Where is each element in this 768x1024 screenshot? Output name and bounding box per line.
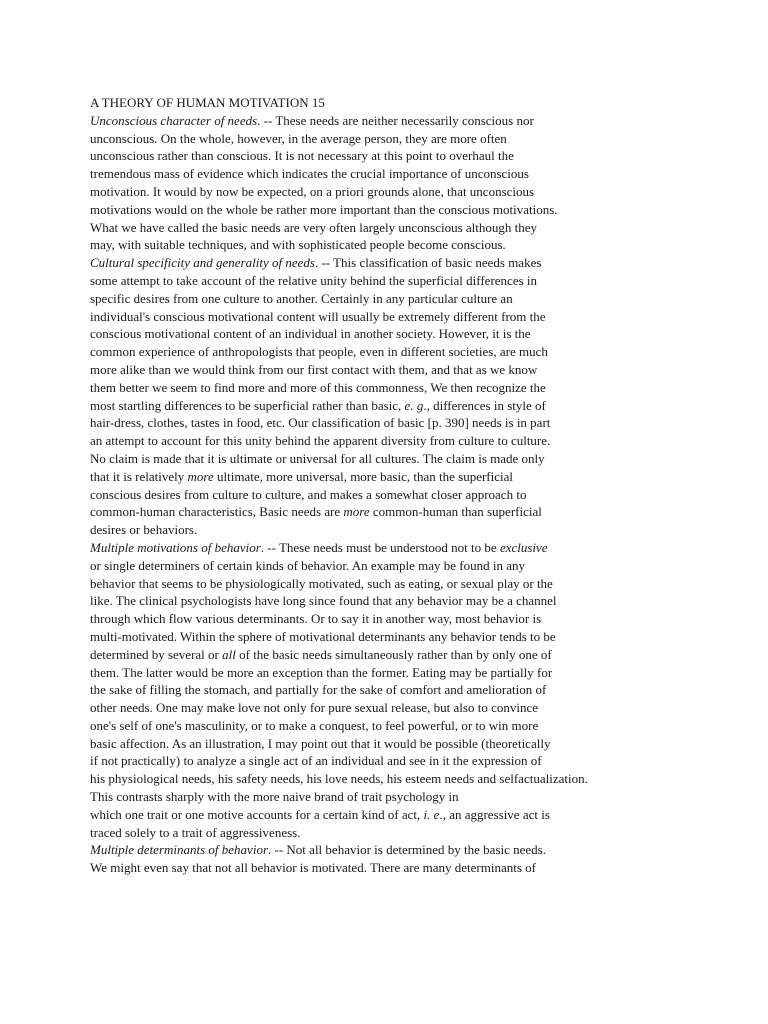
text-segment: of the basic needs simultaneously rather than by only one of: [235, 646, 552, 662]
text-segment: conscious motivational content of an individual in another society. However, it is the: [90, 326, 531, 342]
text-segment: ., differences in style of: [423, 397, 546, 413]
text-line: [90, 592, 750, 610]
text-segment: i. e: [423, 806, 440, 822]
text-line: [90, 646, 750, 664]
text-segment: more alike than we would think from our first contact with them, and that as we know: [90, 361, 538, 377]
text-segment: tremendous mass of evidence which indicates the crucial importance of unconscious: [90, 166, 529, 182]
text-segment: We might even say that not all behavior is motivated. There are many determinants of: [90, 860, 536, 876]
text-segment: desires or behaviors.: [90, 522, 198, 538]
text-segment: multi-motivated. Within the sphere of motivational determinants any behavior tends to be: [90, 628, 556, 644]
text-segment: all: [222, 646, 236, 662]
text-segment: or single determiners of certain kinds of behavior. An example may be found in any: [90, 557, 526, 573]
text-line: [90, 664, 750, 682]
text-segment: . -- These needs are neither necessarily conscious nor: [257, 112, 534, 128]
text-segment: hair-dress, clothes, tastes in food, etc. Our classification of basic [p. 390] needs is in part: [90, 415, 551, 431]
text-segment: exclusive: [499, 539, 548, 555]
text-segment: motivations would on the whole be rather more important than the conscious motivations.: [90, 201, 558, 217]
text-line: [90, 557, 750, 575]
text-segment: one's self of one's masculinity, or to make a conquest, to feel powerful, or to win more: [90, 717, 539, 733]
text-segment: motivation. It would by now be expected, on a priori grounds alone, that unconscious: [90, 183, 535, 199]
text-segment: basic affection. As an illustration, I may point out that it would be possible (theoretically: [90, 735, 551, 751]
document-body: [90, 94, 750, 877]
section-heading: Unconscious character of needs: [90, 112, 258, 128]
text-segment: unconscious. On the whole, however, in the average person, they are more often: [90, 130, 507, 146]
text-line: [90, 290, 750, 308]
text-segment: common experience of anthropologists that people, even in different societies, are much: [90, 344, 548, 360]
text-segment: which one trait or one motive accounts for a certain kind of act,: [90, 806, 424, 822]
text-segment: more: [343, 504, 370, 520]
text-segment: traced solely to a trait of aggressiveness.: [90, 824, 301, 840]
text-line: [90, 254, 750, 272]
text-segment: most startling differences to be superficial rather than basic,: [90, 397, 405, 413]
text-segment: an attempt to account for this unity behind the apparent diversity from culture to culture.: [90, 433, 551, 449]
text-line: [90, 735, 750, 753]
text-line: [90, 575, 750, 593]
text-line: [90, 770, 750, 788]
text-segment: ., an aggressive act is: [439, 806, 550, 822]
text-line: [90, 539, 750, 557]
text-line: [90, 397, 750, 415]
text-line: [90, 503, 750, 521]
text-segment: . -- These needs must be understood not to be: [260, 539, 500, 555]
text-segment: conscious desires from culture to culture, and makes a somewhat closer approach to: [90, 486, 527, 502]
text-segment: through which flow various determinants. Or to say it in another way, most behavior is: [90, 611, 542, 627]
text-line: [90, 432, 750, 450]
text-line: [90, 824, 750, 842]
text-segment: specific desires from one culture to another. Certainly in any particular culture an: [90, 290, 513, 306]
text-segment: common-human than superficial: [369, 504, 542, 520]
text-line: [90, 379, 750, 397]
section-heading: Multiple determinants of behavior: [90, 842, 269, 858]
text-line: [90, 788, 750, 806]
section-heading: Multiple motivations of behavior: [90, 539, 261, 555]
text-line: [90, 361, 750, 379]
text-segment: his physiological needs, his safety needs, his love needs, his esteem needs and selfactualization.: [90, 771, 588, 787]
text-line: [90, 752, 750, 770]
text-segment: more: [187, 468, 214, 484]
text-line: [90, 183, 750, 201]
text-segment: . -- Not all behavior is determined by the basic needs.: [268, 842, 546, 858]
text-segment: common-human characteristics, Basic needs are: [90, 504, 344, 520]
text-line: [90, 681, 750, 699]
text-line: [90, 165, 750, 183]
text-line: [90, 343, 750, 361]
text-segment: them. The latter would be more an exception than the former. Eating may be partially for: [90, 664, 553, 680]
page-header: A THEORY OF HUMAN MOTIVATION 15: [90, 95, 325, 110]
text-line: [90, 236, 750, 254]
text-line: [90, 147, 750, 165]
text-line: [90, 521, 750, 539]
text-segment: . -- This classification of basic needs makes: [314, 255, 542, 271]
text-line: [90, 859, 750, 877]
text-line: [90, 699, 750, 717]
text-segment: individual's conscious motivational content will usually be extremely different from the: [90, 308, 546, 324]
text-line: [90, 468, 750, 486]
text-line: [90, 841, 750, 859]
text-line: [90, 308, 750, 326]
text-line: [90, 414, 750, 432]
text-segment: may, with suitable techniques, and with sophisticated people become conscious.: [90, 237, 506, 253]
text-segment: No claim is made that it is ultimate or universal for all cultures. The claim is made only: [90, 450, 545, 466]
text-line: [90, 219, 750, 237]
text-line: [90, 717, 750, 735]
text-segment: What we have called the basic needs are very often largely unconscious although they: [90, 219, 538, 235]
text-line: [90, 450, 750, 468]
text-segment: unconscious rather than conscious. It is not necessary at this point to overhaul the: [90, 148, 514, 164]
text-line: [90, 130, 750, 148]
text-line: [90, 325, 750, 343]
section-heading: Cultural specificity and generality of needs: [90, 255, 315, 271]
text-segment: if not practically) to analyze a single act of an individual and see in it the expression of: [90, 753, 542, 769]
text-segment: e. g: [404, 397, 424, 413]
text-segment: determined by several or: [90, 646, 223, 662]
text-segment: that it is relatively: [90, 468, 188, 484]
text-segment: them better we seem to find more and more of this commonness, We then recognize the: [90, 379, 546, 395]
text-line: [90, 610, 750, 628]
text-segment: some attempt to take account of the relative unity behind the superficial differences in: [90, 272, 538, 288]
text-segment: other needs. One may make love not only for pure sexual release, but also to convince: [90, 700, 538, 716]
text-line: [90, 486, 750, 504]
text-line: [90, 272, 750, 290]
text-segment: This contrasts sharply with the more naive brand of trait psychology in: [90, 789, 459, 805]
text-segment: ultimate, more universal, more basic, than the superficial: [213, 468, 513, 484]
text-line: [90, 112, 750, 130]
text-line: [90, 628, 750, 646]
text-segment: the sake of filling the stomach, and partially for the sake of comfort and amelioration of: [90, 682, 547, 698]
text-segment: like. The clinical psychologists have long since found that any behavior may be a channel: [90, 593, 557, 609]
text-line: [90, 201, 750, 219]
text-line: [90, 806, 750, 824]
text-segment: behavior that seems to be physiologically motivated, such as eating, or sexual play or the: [90, 575, 553, 591]
